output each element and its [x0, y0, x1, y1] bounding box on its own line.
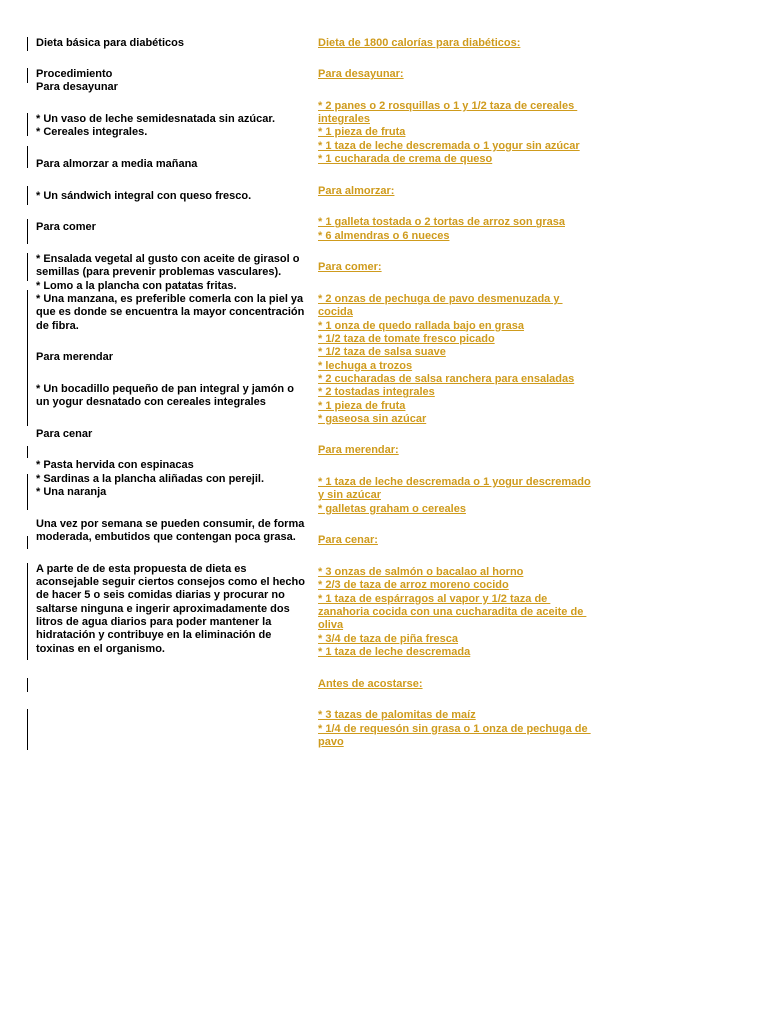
margin-bar — [27, 290, 28, 426]
midmorning-heading-paragraph — [36, 158, 314, 171]
dinner-heading-paragraph — [36, 428, 314, 441]
basic-diet-column — [36, 37, 314, 675]
lunch-heading-paragraph — [318, 261, 618, 274]
margin-bar — [27, 186, 28, 205]
margin-bar — [27, 146, 28, 168]
dinner-links — [318, 566, 618, 659]
snack-links — [318, 476, 618, 516]
diet-item-link[interactable]: * 2/3 de taza de arroz moreno cocido — [318, 579, 509, 592]
paragraph-line: moderada, embutidos que contengan poca grasa. — [36, 530, 296, 543]
paragraph-line: de hacer 5 o seis comidas diarias y procurar no — [36, 589, 285, 602]
bedtime-heading-paragraph — [318, 678, 618, 691]
breakfast-heading-paragraph — [318, 68, 618, 81]
diet-item-link[interactable]: * 1/4 de requesón sin grasa o 1 onza de pechuga de — [318, 722, 591, 735]
dinner-heading-paragraph — [318, 534, 618, 547]
margin-bar — [27, 446, 28, 458]
paragraph-line: A parte de de esta propuesta de dieta es — [36, 562, 247, 575]
midmorning-links — [318, 216, 618, 243]
margin-bar — [27, 113, 28, 136]
list-item: * Ensalada vegetal al gusto con aceite de girasol o — [36, 252, 300, 265]
list-item: * Pasta hervida con espinacas — [36, 459, 194, 472]
margin-bar — [27, 219, 28, 244]
list-item: * Un vaso de leche semidesnatada sin azúcar. — [36, 113, 276, 126]
margin-bar — [27, 678, 28, 692]
diet-title-paragraph — [318, 37, 618, 50]
dinner-list — [36, 459, 314, 499]
midmorning-heading-paragraph — [318, 185, 618, 198]
diet-item-link[interactable]: * gaseosa sin azúcar — [318, 412, 427, 425]
bedtime-links — [318, 709, 618, 749]
section-heading-link[interactable]: Antes de acostarse: — [318, 677, 423, 690]
diet-item-link[interactable]: * 1 onza de quedo rallada bajo en grasa — [318, 319, 525, 332]
list-item: * Cereales integrales. — [36, 126, 148, 139]
section-heading: Para almorzar a media mañana — [36, 158, 198, 171]
diet-item-link[interactable]: * 1/2 taza de tomate fresco picado — [318, 332, 495, 345]
list-item: * Una manzana, es preferible comerla con la piel ya — [36, 292, 304, 305]
paragraph-line: toxinas en el organismo. — [36, 642, 165, 655]
diet-item-link[interactable]: * lechuga a trozos — [318, 359, 413, 372]
diet-item-link[interactable]: * 1/2 taza de salsa suave — [318, 346, 446, 359]
snack-list — [36, 383, 314, 410]
list-item: * Lomo a la plancha con patatas fritas. — [36, 279, 237, 292]
section-heading: Para merendar — [36, 351, 114, 364]
section-heading-link[interactable]: Para cenar: — [318, 534, 378, 547]
midmorning-list — [36, 190, 314, 203]
diet-1800-column — [318, 37, 618, 768]
diet-item-link[interactable]: * 1 taza de leche descremada o 1 yogur sin azúcar — [318, 139, 580, 152]
lunch-heading-paragraph — [36, 221, 314, 234]
section-heading-link[interactable]: Para almorzar: — [318, 184, 395, 197]
breakfast-links — [318, 100, 618, 167]
section-heading: Para desayunar — [36, 81, 118, 94]
diet-item-link[interactable]: pavo — [318, 735, 344, 748]
list-item: * Una naranja — [36, 486, 107, 499]
margin-bar — [27, 68, 28, 83]
section-heading: Para cenar — [36, 427, 93, 440]
paragraph-line: aconsejable seguir ciertos consejos como el hecho — [36, 575, 305, 588]
list-item: que es donde se encuentra la mayor concentración — [36, 306, 305, 319]
diet-item-link[interactable]: * 3 tazas de palomitas de maíz — [318, 709, 476, 722]
margin-bar — [27, 563, 28, 660]
list-item: semillas (para prevenir problemas vasculares). — [36, 266, 282, 279]
paragraph-line: hidratación y contribuye en la eliminación de — [36, 629, 272, 642]
diet-item-link[interactable]: * 1 pieza de fruta — [318, 399, 406, 412]
paragraph-line: Una vez por semana se pueden consumir, de forma — [36, 517, 305, 530]
diet-item-link[interactable]: * 1 galleta tostada o 2 tortas de arroz son grasa — [318, 216, 565, 229]
diet-item-link[interactable]: * 1 cucharada de crema de queso — [318, 153, 493, 166]
page-title: Dieta básica para diabéticos — [36, 36, 184, 49]
diet-item-link[interactable]: * 3/4 de taza de piña fresca — [318, 632, 459, 645]
list-item: * Un sándwich integral con queso fresco. — [36, 189, 252, 202]
margin-bar — [27, 474, 28, 510]
paragraph-line: saltarse ninguna e ingerir aproximadamente dos — [36, 602, 290, 615]
diet-item-link[interactable]: * 2 panes o 2 rosquillas o 1 y 1/2 taza de cereales — [318, 99, 578, 112]
margin-bar — [27, 536, 28, 549]
diet-item-link[interactable]: y sin azúcar — [318, 489, 381, 502]
title-paragraph — [36, 37, 314, 50]
lunch-links — [318, 293, 618, 426]
lunch-list — [36, 253, 314, 333]
diet-item-link[interactable]: * 2 cucharadas de salsa ranchera para ensaladas — [318, 372, 575, 385]
procedure-paragraph — [36, 68, 314, 95]
snack-heading-paragraph — [36, 351, 314, 364]
snack-heading-paragraph — [318, 444, 618, 457]
diet-item-link[interactable]: * 1 taza de leche descremada o 1 yogur descremado — [318, 476, 591, 489]
list-item: * Un bocadillo pequeño de pan integral y jamón o — [36, 382, 294, 395]
diet-item-link[interactable]: * 1 pieza de fruta — [318, 126, 406, 139]
diet-item-link[interactable]: * 1 taza de leche descremada — [318, 645, 471, 658]
diet-item-link[interactable]: zanahoria cocida con una cucharadita de aceite de — [318, 605, 587, 618]
margin-bar — [27, 37, 28, 51]
diet-item-link[interactable]: * 3 onzas de salmón o bacalao al horno — [318, 566, 524, 578]
diet-item-link[interactable]: * 1 taza de espárragos al vapor y 1/2 taza de — [318, 592, 551, 605]
weekly-note-paragraph — [36, 518, 314, 545]
paragraph-line: litros de agua diarios para poder mantener la — [36, 615, 272, 628]
diet-item-link[interactable]: * 6 almendras o 6 nueces — [318, 229, 450, 242]
diet-item-link[interactable]: oliva — [318, 619, 344, 632]
section-heading-link[interactable]: Para desayunar: — [318, 68, 404, 81]
list-item: de fibra. — [36, 319, 79, 332]
list-item: un yogur desnatado con cereales integrales — [36, 396, 266, 409]
section-heading-link[interactable]: Para comer: — [318, 261, 382, 274]
diet-item-link[interactable]: * galletas graham o cereales — [318, 502, 466, 515]
diet-item-link[interactable]: cocida — [318, 306, 353, 319]
margin-bar — [27, 709, 28, 750]
section-heading-link[interactable]: Para merendar: — [318, 444, 399, 457]
list-item: * Sardinas a la plancha aliñadas con perejil. — [36, 472, 265, 485]
diet-item-link[interactable]: integrales — [318, 113, 370, 126]
section-heading: Para comer — [36, 221, 96, 234]
diet-title-link[interactable]: Dieta de 1800 calorías para diabéticos: — [318, 36, 521, 49]
diet-item-link[interactable]: * 2 onzas de pechuga de pavo desmenuzada y — [318, 292, 563, 305]
margin-bar — [27, 253, 28, 281]
diet-item-link[interactable]: * 2 tostadas integrales — [318, 386, 435, 399]
advice-paragraph — [36, 563, 314, 656]
section-heading: Procedimiento — [36, 68, 113, 81]
breakfast-list — [36, 113, 314, 140]
